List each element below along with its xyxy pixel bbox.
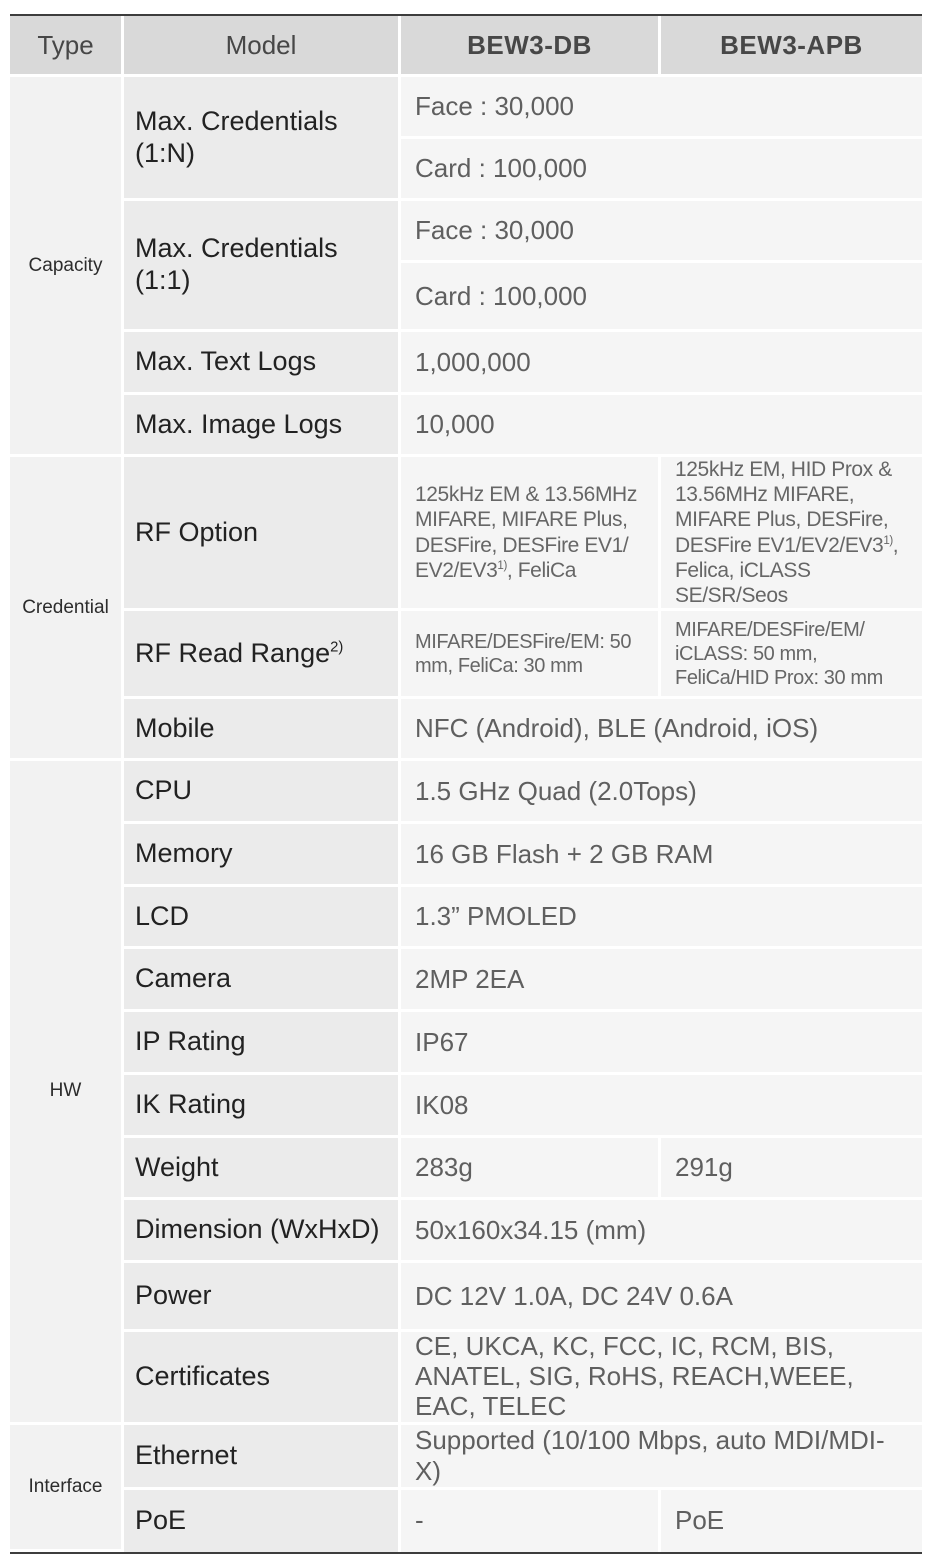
value-rf-option-apb bbox=[661, 457, 922, 611]
row-label-max-text-logs: Max. Text Logs bbox=[124, 332, 401, 395]
value-credentials-1n-face: Face : 30,000 bbox=[401, 77, 922, 139]
value-credentials-11-face: Face : 30,000 bbox=[401, 201, 922, 263]
header-type: Type bbox=[10, 16, 124, 77]
row-label-certificates: Certificates bbox=[124, 1332, 401, 1425]
value-weight-db: 283g bbox=[401, 1138, 661, 1200]
group-credential: Credential bbox=[10, 457, 124, 761]
rf-read-range-footnote: 2) bbox=[330, 639, 344, 656]
row-label-max-credentials-11: Max. Credentials (1:1) bbox=[124, 201, 401, 332]
value-dimension: 50x160x34.15 (mm) bbox=[401, 1200, 922, 1263]
row-label-mobile: Mobile bbox=[124, 699, 401, 761]
rf-option-db-text: 125kHz EM & 13.56MHz MIFARE, MIFARE Plus, DESFire, DESFire EV1/ EV2/EV3 bbox=[415, 483, 637, 582]
group-capacity: Capacity bbox=[10, 77, 124, 457]
rf-option-apb-text: 125kHz EM, HID Prox & 13.56MHz MIFARE, MIFARE Plus, DESFire, DESFire EV1/EV2/EV3 bbox=[675, 458, 892, 557]
value-ip-rating: IP67 bbox=[401, 1012, 922, 1075]
value-max-image-logs: 10,000 bbox=[401, 395, 922, 457]
rf-option-db-footnote: 1) bbox=[497, 559, 507, 572]
row-label-rf-option: RF Option bbox=[124, 457, 401, 611]
value-max-text-logs: 1,000,000 bbox=[401, 332, 922, 395]
row-label-ip-rating: IP Rating bbox=[124, 1012, 401, 1075]
row-label-dimension: Dimension (WxHxD) bbox=[124, 1200, 401, 1263]
row-label-max-image-logs: Max. Image Logs bbox=[124, 395, 401, 457]
rf-read-range-text: RF Read Range bbox=[135, 637, 331, 668]
rf-option-db-text-end: , FeliCa bbox=[506, 558, 577, 582]
header-model-bew3-apb: BEW3-APB bbox=[661, 16, 922, 77]
value-power: DC 12V 1.0A, DC 24V 0.6A bbox=[401, 1263, 922, 1332]
value-ethernet: Supported (10/100 Mbps, auto MDI/MDI-X) bbox=[401, 1425, 922, 1490]
value-ik-rating: IK08 bbox=[401, 1075, 922, 1138]
value-memory: 16 GB Flash + 2 GB RAM bbox=[401, 824, 922, 887]
value-rf-read-range-apb: MIFARE/DESFire/EM/ iCLASS: 50 mm, FeliCa/HID Prox: 30 mm bbox=[661, 611, 922, 699]
header-row bbox=[10, 16, 922, 77]
value-certificates: CE, UKCA, KC, FCC, IC, RCM, BIS, ANATEL, SIG, RoHS, REACH,WEEE, EAC, TELEC bbox=[401, 1332, 922, 1425]
value-camera: 2MP 2EA bbox=[401, 949, 922, 1012]
row-label-weight: Weight bbox=[124, 1138, 401, 1200]
value-lcd: 1.3” PMOLED bbox=[401, 887, 922, 949]
value-cpu: 1.5 GHz Quad (2.0Tops) bbox=[401, 761, 922, 824]
row-label-memory: Memory bbox=[124, 824, 401, 887]
row-label-cpu: CPU bbox=[124, 761, 401, 824]
value-credentials-11-card: Card : 100,000 bbox=[401, 263, 922, 332]
row-label-camera: Camera bbox=[124, 949, 401, 1012]
value-weight-apb: 291g bbox=[661, 1138, 922, 1200]
row-label-rf-read-range bbox=[124, 611, 401, 699]
value-rf-option-db bbox=[401, 457, 661, 611]
value-credentials-1n-card: Card : 100,000 bbox=[401, 139, 922, 201]
rf-option-apb-footnote: 1) bbox=[883, 534, 893, 547]
row-label-power: Power bbox=[124, 1263, 401, 1332]
value-mobile: NFC (Android), BLE (Android, iOS) bbox=[401, 699, 922, 761]
rf-option-apb-text-end: , Felica, iCLASS SE/SR/Seos bbox=[675, 533, 899, 607]
row-label-ik-rating: IK Rating bbox=[124, 1075, 401, 1138]
spec-table bbox=[10, 14, 922, 1554]
value-poe-apb: PoE bbox=[661, 1490, 922, 1552]
row-label-max-credentials-1n: Max. Credentials (1:N) bbox=[124, 77, 401, 201]
header-model: Model bbox=[124, 16, 401, 77]
row-label-ethernet: Ethernet bbox=[124, 1425, 401, 1490]
value-rf-read-range-db: MIFARE/DESFire/EM: 50 mm, FeliCa: 30 mm bbox=[401, 611, 661, 699]
group-interface: Interface bbox=[10, 1425, 124, 1552]
group-hw: HW bbox=[10, 761, 124, 1425]
value-poe-db: - bbox=[401, 1490, 661, 1552]
header-model-bew3-db: BEW3-DB bbox=[401, 16, 661, 77]
row-label-poe: PoE bbox=[124, 1490, 401, 1552]
row-label-lcd: LCD bbox=[124, 887, 401, 949]
